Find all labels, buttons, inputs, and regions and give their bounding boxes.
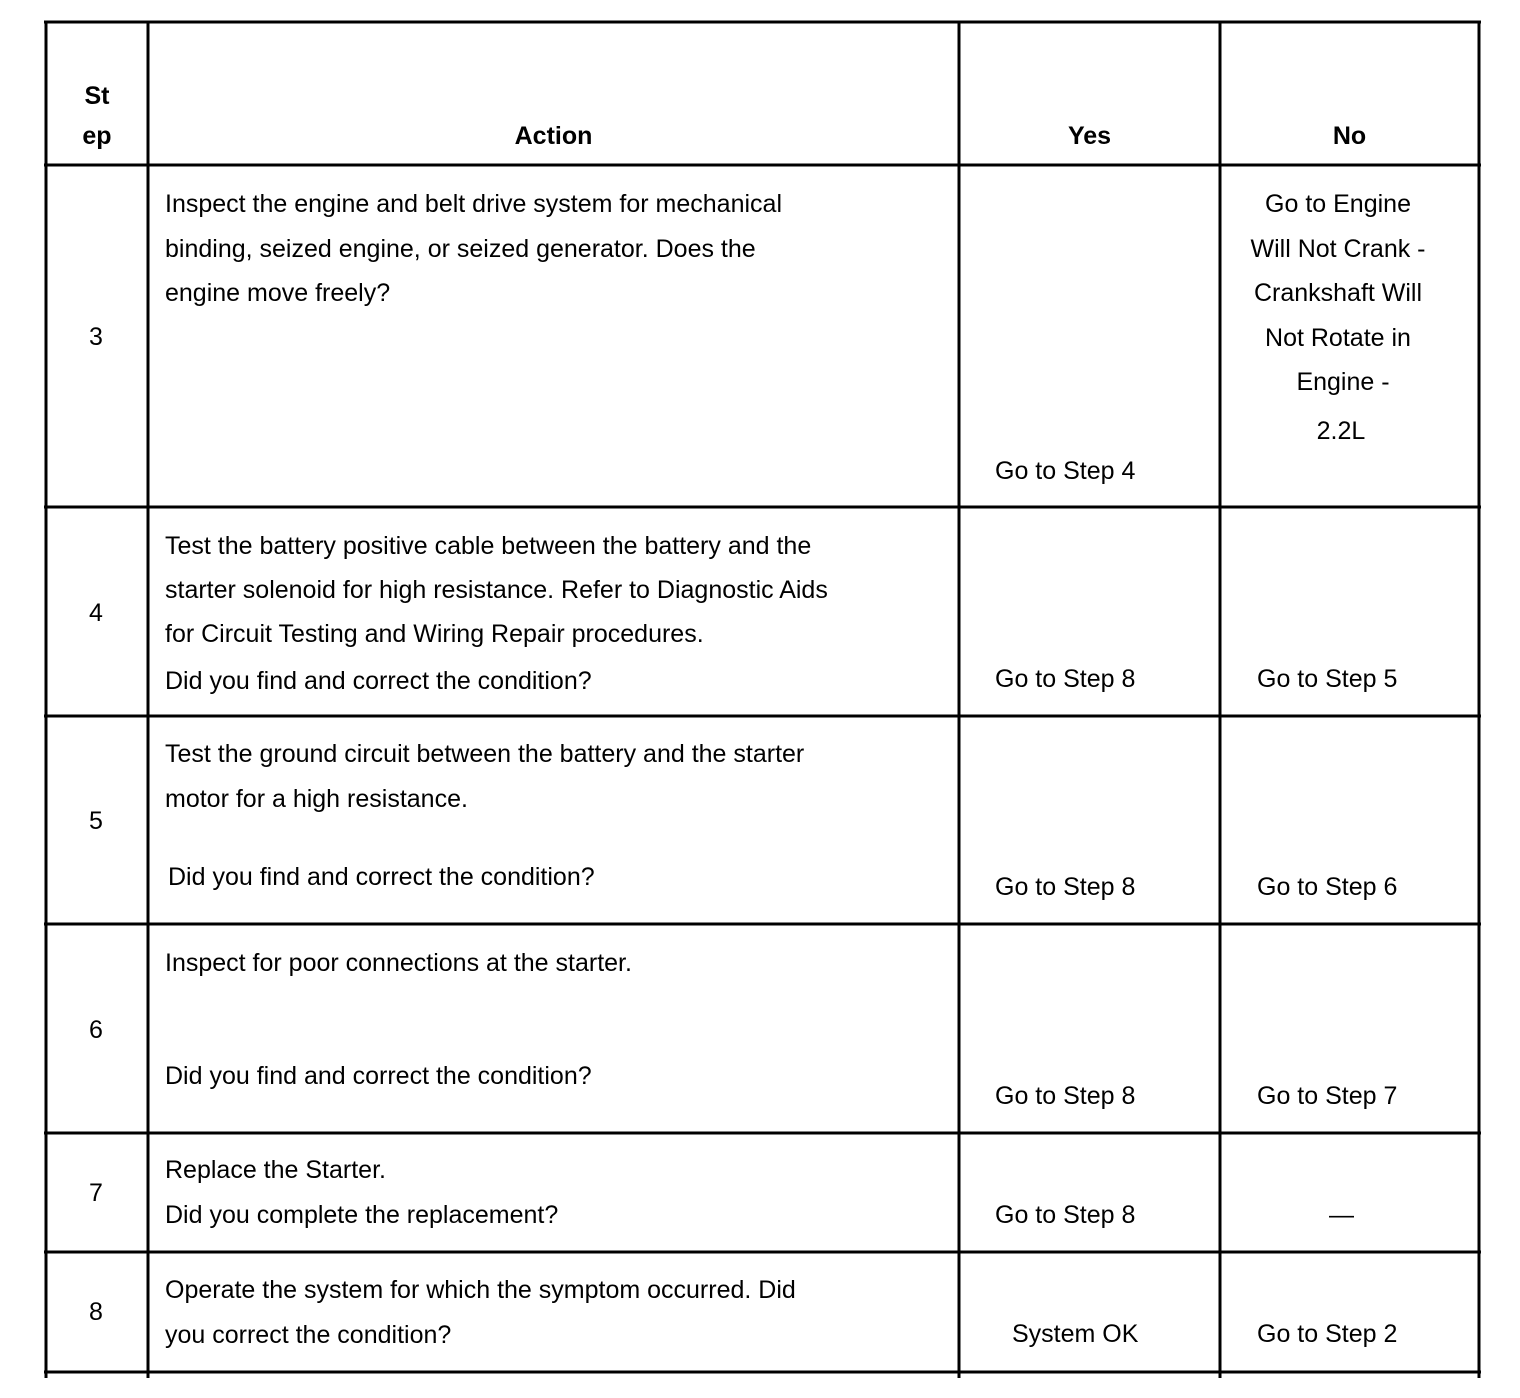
step-number: 5	[89, 807, 103, 835]
action-text	[165, 182, 782, 316]
action-line: Replace the Starter.	[165, 1156, 386, 1184]
yes-result: Go to Step 8	[995, 1082, 1136, 1110]
action-text	[165, 1268, 796, 1357]
action-line: Test the ground circuit between the battery and the starter	[165, 740, 805, 768]
action-line: you correct the condition?	[165, 1320, 452, 1349]
header-step-line2: ep	[82, 122, 112, 150]
header-step-line1: St	[84, 82, 110, 110]
yes-result: Go to Step 8	[995, 665, 1136, 693]
step-number: 4	[89, 599, 103, 627]
action-line: for Circuit Testing and Wiring Repair procedures.	[165, 620, 704, 648]
yes-result: Go to Step 8	[995, 873, 1136, 901]
action-line: Did you find and correct the condition?	[165, 667, 592, 695]
action-line: binding, seized engine, or seized generator. Does the	[165, 234, 756, 263]
step-number: 3	[89, 323, 103, 351]
no-result: Go to Step 7	[1257, 1082, 1398, 1110]
no-line: Will Not Crank -	[1250, 234, 1426, 263]
action-text	[165, 1148, 558, 1237]
yes-result: System OK	[1012, 1320, 1139, 1348]
action-line: starter solenoid for high resistance. Refer to Diagnostic Aids	[165, 576, 828, 604]
action-line: Did you complete the replacement?	[165, 1200, 559, 1229]
action-text: Inspect for poor connections at the starter.	[165, 949, 632, 977]
no-line: 2.2L	[1316, 416, 1366, 445]
action-line: Inspect the engine and belt drive system for mechanical	[165, 190, 783, 218]
header-action: Action	[514, 122, 593, 150]
step-number: 7	[89, 1179, 103, 1207]
no-result: Go to Step 2	[1257, 1320, 1398, 1348]
no-line: Engine -	[1296, 368, 1390, 396]
action-line: Did you find and correct the condition?	[168, 863, 595, 891]
yes-result: Go to Step 8	[995, 1201, 1136, 1229]
no-result: —	[1329, 1201, 1354, 1229]
action-line: motor for a high resistance.	[165, 784, 468, 813]
no-result: Go to Step 5	[1257, 665, 1398, 693]
action-text	[165, 524, 828, 703]
no-line: Go to Engine	[1265, 190, 1411, 218]
no-line: Not Rotate in	[1265, 323, 1411, 352]
action-text: Did you find and correct the condition?	[165, 1062, 592, 1090]
step-number: 6	[89, 1016, 103, 1044]
action-line: engine move freely?	[165, 279, 391, 307]
action-line: Operate the system for which the symptom occurred. Did	[165, 1276, 796, 1304]
step-number: 8	[89, 1298, 103, 1326]
no-result	[1222, 182, 1454, 453]
action-text	[165, 732, 804, 900]
no-result: Go to Step 6	[1257, 873, 1398, 901]
header-no: No	[1332, 122, 1367, 150]
no-line: Crankshaft Will	[1253, 279, 1423, 307]
header-step	[46, 76, 148, 156]
action-line: Test the battery positive cable between the battery and the	[165, 532, 812, 560]
header-yes: Yes	[1067, 122, 1112, 150]
yes-result: Go to Step 4	[995, 457, 1136, 485]
